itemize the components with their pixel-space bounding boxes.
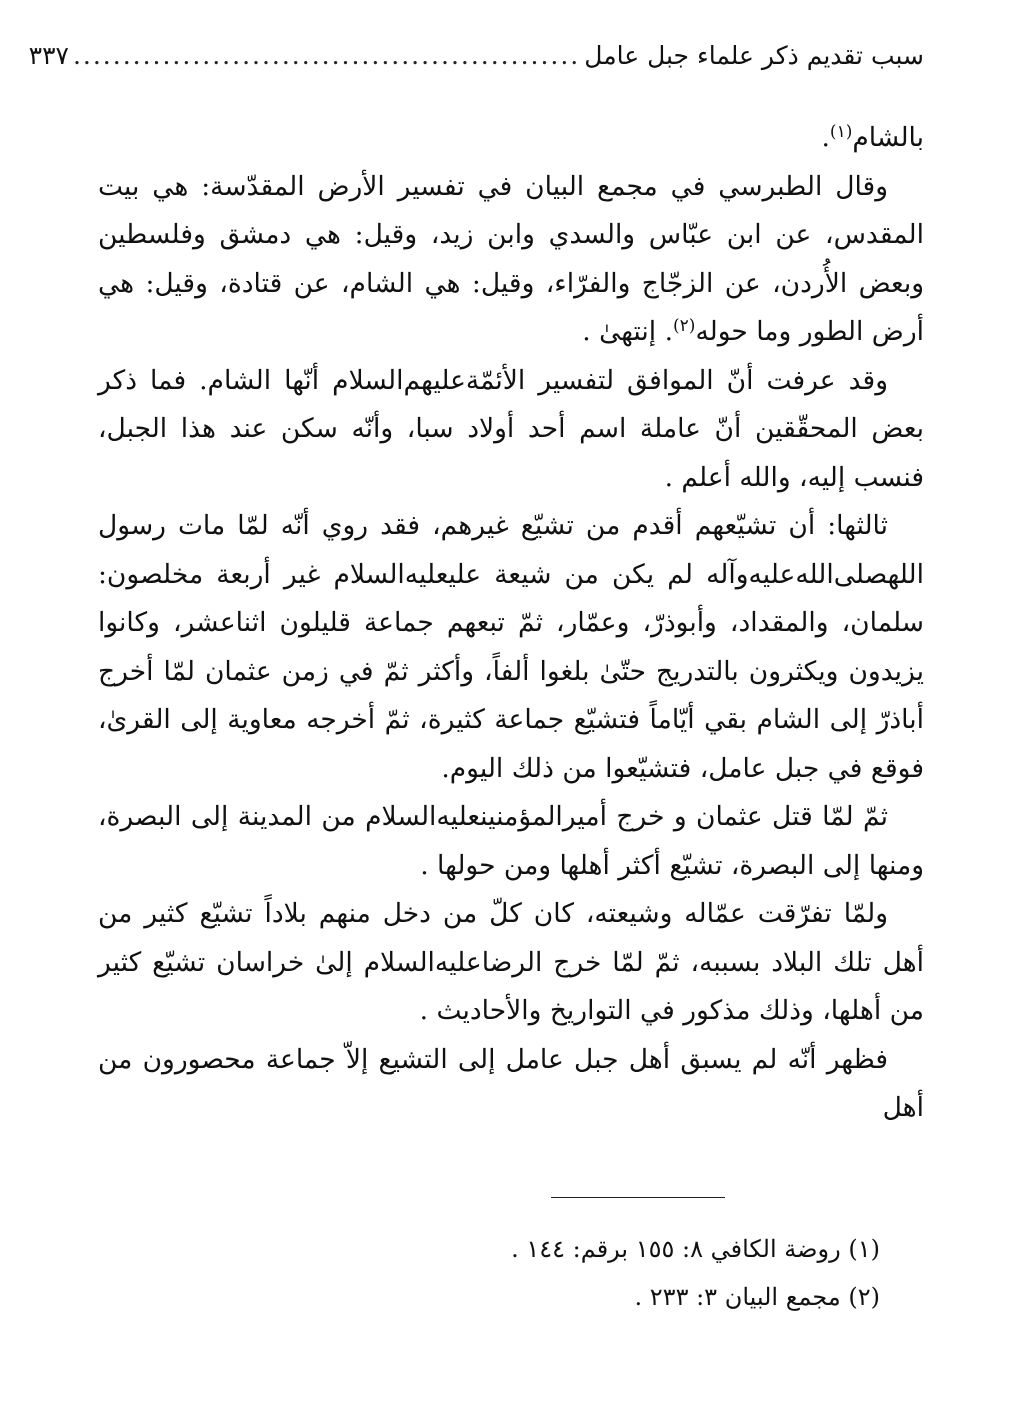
footnote-number: (٢) [848, 1283, 880, 1311]
page-number: ٣٣٧ [28, 41, 69, 70]
footnote [480, 1225, 880, 1273]
paragraph-tail: . إنتهىٰ . [582, 316, 674, 347]
body-text [98, 114, 924, 1133]
paragraph: فظهر أنّه لم يسبق أهل جبل عامل إلى التشيع إلاّ جماعة محصورون من أهل [98, 1043, 924, 1123]
paragraph [98, 114, 924, 163]
footnote-ref: (٢) [673, 316, 696, 336]
footnote-ref: (١) [829, 122, 853, 142]
footnotes [480, 1225, 880, 1321]
dot-leader: ................................................... [72, 41, 581, 70]
footnote-text: مجمع البيان ٣: ٢٣٣ . [634, 1283, 841, 1311]
paragraph [98, 163, 924, 357]
book-page [28, 34, 924, 1133]
paragraph: ولمّا تفرّقت عمّاله وشيعته، كان كلّ من دخل منهم بلاداً تشيّع كثير من أهل تلك البلاد بسببه، ثمّ لمّا خرج الرضاعليه‌السلام إلىٰ خراسان تشيّع كثير من أهلها، وذلك مذكور في التواريخ والأحاديث . [98, 898, 924, 1026]
page-header [28, 34, 924, 78]
paragraph-text: بالشام [852, 122, 924, 153]
paragraph: وقد عرفت أنّ الموافق لتفسير الأئمّةعليهم‌السلام أنّها الشام. فما ذكر بعض المحقّقين أنّ عاملة اسم أحد أولاد سبا، وأنّه سكن عند هذا الجبل، فنسب إليه، والله أعلم . [98, 364, 924, 493]
footnote-divider [551, 1197, 725, 1198]
paragraph-tail: . [821, 122, 830, 153]
footnote-number: (١) [848, 1235, 880, 1263]
paragraph: ثمّ لمّا قتل عثمان و خرج أميرالمؤمنينعليه‌السلام من المدينة إلى البصرة، ومنها إلى البصرة، تشيّع أكثر أهلها ومن حولها . [98, 801, 924, 881]
footnote-text: روضة الكافي ٨: ١٥٥ برقم: ١٤٤ . [511, 1235, 841, 1263]
running-title: سبب تقديم ذكر علماء جبل عامل [584, 41, 924, 70]
paragraph: ثالثها: أن تشيّعهم أقدم من تشيّع غيرهم، فقد روي أنّه لمّا مات رسول اللهصلى‌الله‌عليه‌وآله لم يكن من شيعة عليعليه‌السلام غير أربعة مخلصون: سلمان، والمقداد، وأبوذرّ، وعمّار، ثمّ تبعهم جماعة قليلون اثناعشر، وكانوا يزيدون ويكثرون بالتدريج حتّىٰ بلغوا ألفاً، وأكثر ثمّ في زمن عثمان لمّا أخرج أباذرّ إلى الشام بقي أيّاماً فتشيّع جماعة كثيرة، ثمّ أخرجه معاوية إلى القرىٰ، فوقع في جبل عامل، فتشيّعوا من ذلك اليوم. [98, 510, 924, 784]
footnote [480, 1273, 880, 1321]
paragraph-text: وقال الطبرسي في مجمع البيان في تفسير الأرض المقدّسة: هي بيت المقدس، عن ابن عبّاس والسدي وابن زيد، وقيل: هي دمشق وفلسطين وبعض الأُردن، عن الزجّاج والفرّاء، وقيل: هي الشام، عن قتادة، وقيل: هي أرض الطور وما حوله [98, 170, 924, 347]
